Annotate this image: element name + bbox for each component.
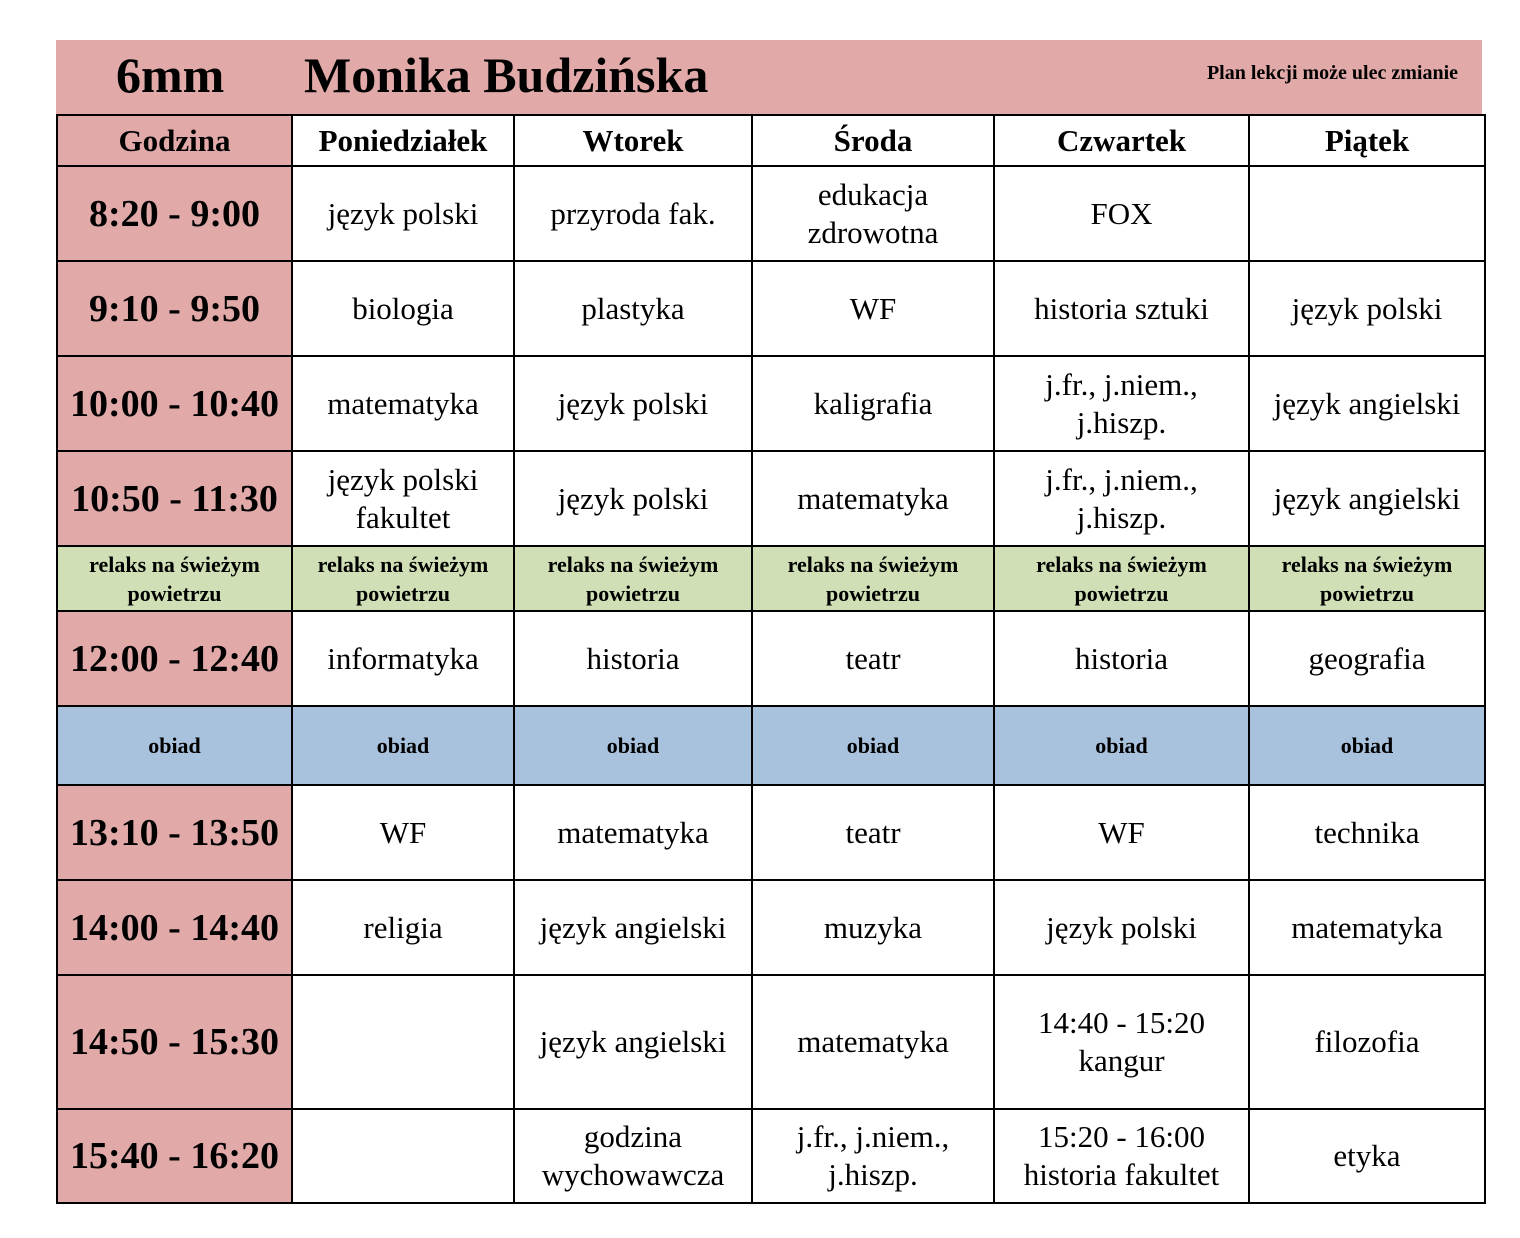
lunch-cell: obiad	[752, 706, 994, 785]
title-bar	[56, 40, 1482, 114]
lesson-cell: geografia	[1249, 611, 1485, 706]
lunch-cell: obiad	[1249, 706, 1485, 785]
lesson-cell: język polski	[514, 356, 752, 451]
column-header-monday: Poniedziałek	[292, 115, 514, 166]
lesson-row	[57, 611, 1485, 706]
break-label: relaks na świeżym powietrzu	[787, 551, 959, 606]
lesson-cell: j.fr., j.niem., j.hiszp.	[994, 451, 1249, 546]
lesson-cell: język angielski	[514, 880, 752, 975]
lunch-row	[57, 706, 1485, 785]
lesson-cell: teatr	[752, 785, 994, 880]
schedule-change-notice: Plan lekcji może ulec zmianie	[1206, 62, 1458, 84]
lesson-cell: FOX	[994, 166, 1249, 261]
break-cell	[514, 546, 752, 611]
teacher-name: Monika Budzińska	[304, 47, 709, 103]
lesson-cell: WF	[752, 261, 994, 356]
lesson-cell: WF	[292, 785, 514, 880]
lesson-cell: religia	[292, 880, 514, 975]
lesson-cell: j.fr., j.niem., j.hiszp.	[994, 356, 1249, 451]
lesson-cell: język angielski	[1249, 356, 1485, 451]
lunch-cell: obiad	[292, 706, 514, 785]
lesson-cell: teatr	[752, 611, 994, 706]
lesson-row	[57, 451, 1485, 546]
lesson-cell: 15:20 - 16:00 historia fakultet	[994, 1109, 1249, 1203]
time-cell: 15:40 - 16:20	[57, 1109, 292, 1203]
lesson-cell: historia	[994, 611, 1249, 706]
lesson-cell: przyroda fak.	[514, 166, 752, 261]
lesson-cell: edukacja zdrowotna	[752, 166, 994, 261]
time-cell: 10:50 - 11:30	[57, 451, 292, 546]
lesson-cell: muzyka	[752, 880, 994, 975]
lesson-cell: język angielski	[514, 975, 752, 1109]
timetable	[56, 114, 1486, 1204]
lesson-cell: informatyka	[292, 611, 514, 706]
lesson-cell: matematyka	[514, 785, 752, 880]
lunch-cell: obiad	[994, 706, 1249, 785]
lesson-row	[57, 785, 1485, 880]
break-label: relaks na świeżym powietrzu	[1281, 551, 1453, 606]
break-row	[57, 546, 1485, 611]
lesson-cell: matematyka	[752, 451, 994, 546]
lesson-cell: matematyka	[292, 356, 514, 451]
column-header-thursday: Czwartek	[994, 115, 1249, 166]
lesson-cell: język polski	[292, 166, 514, 261]
lesson-cell: filozofia	[1249, 975, 1485, 1109]
lesson-cell: język polski fakultet	[292, 451, 514, 546]
lunch-cell: obiad	[57, 706, 292, 785]
lesson-cell: WF	[994, 785, 1249, 880]
time-cell: 12:00 - 12:40	[57, 611, 292, 706]
break-cell	[292, 546, 514, 611]
time-cell: 14:50 - 15:30	[57, 975, 292, 1109]
time-cell: 14:00 - 14:40	[57, 880, 292, 975]
time-cell: 8:20 - 9:00	[57, 166, 292, 261]
lesson-cell: j.fr., j.niem., j.hiszp.	[752, 1109, 994, 1203]
lesson-cell: godzina wychowawcza	[514, 1109, 752, 1203]
lesson-cell: 14:40 - 15:20 kangur	[994, 975, 1249, 1109]
lesson-cell: biologia	[292, 261, 514, 356]
break-label: relaks na świeżym powietrzu	[317, 551, 489, 606]
lesson-row	[57, 166, 1485, 261]
lunch-cell: obiad	[514, 706, 752, 785]
lesson-cell: matematyka	[752, 975, 994, 1109]
time-cell: 10:00 - 10:40	[57, 356, 292, 451]
break-label: relaks na świeżym powietrzu	[547, 551, 719, 606]
lesson-cell: kaligrafia	[752, 356, 994, 451]
break-cell	[994, 546, 1249, 611]
lesson-cell	[1249, 166, 1485, 261]
break-cell	[752, 546, 994, 611]
lesson-cell: etyka	[1249, 1109, 1485, 1203]
lesson-row	[57, 975, 1485, 1109]
lesson-cell: język angielski	[1249, 451, 1485, 546]
lesson-row	[57, 880, 1485, 975]
column-header-tuesday: Wtorek	[514, 115, 752, 166]
lesson-cell: plastyka	[514, 261, 752, 356]
lesson-cell: język polski	[1249, 261, 1485, 356]
class-name: 6mm	[116, 47, 225, 103]
header-row	[57, 115, 1485, 166]
break-cell	[57, 546, 292, 611]
break-cell	[1249, 546, 1485, 611]
break-label: relaks na świeżym powietrzu	[1036, 551, 1207, 606]
lesson-row	[57, 356, 1485, 451]
lesson-row	[57, 1109, 1485, 1203]
lesson-cell	[292, 1109, 514, 1203]
time-cell: 13:10 - 13:50	[57, 785, 292, 880]
column-header-friday: Piątek	[1249, 115, 1485, 166]
column-header-wednesday: Środa	[752, 115, 994, 166]
time-cell: 9:10 - 9:50	[57, 261, 292, 356]
lesson-cell	[292, 975, 514, 1109]
break-label: relaks na świeżym powietrzu	[89, 551, 260, 606]
lesson-cell: matematyka	[1249, 880, 1485, 975]
lesson-cell: historia	[514, 611, 752, 706]
column-header-hour: Godzina	[57, 115, 292, 166]
lesson-cell: historia sztuki	[994, 261, 1249, 356]
lesson-cell: język polski	[994, 880, 1249, 975]
lesson-cell: technika	[1249, 785, 1485, 880]
lesson-row	[57, 261, 1485, 356]
lesson-cell: język polski	[514, 451, 752, 546]
